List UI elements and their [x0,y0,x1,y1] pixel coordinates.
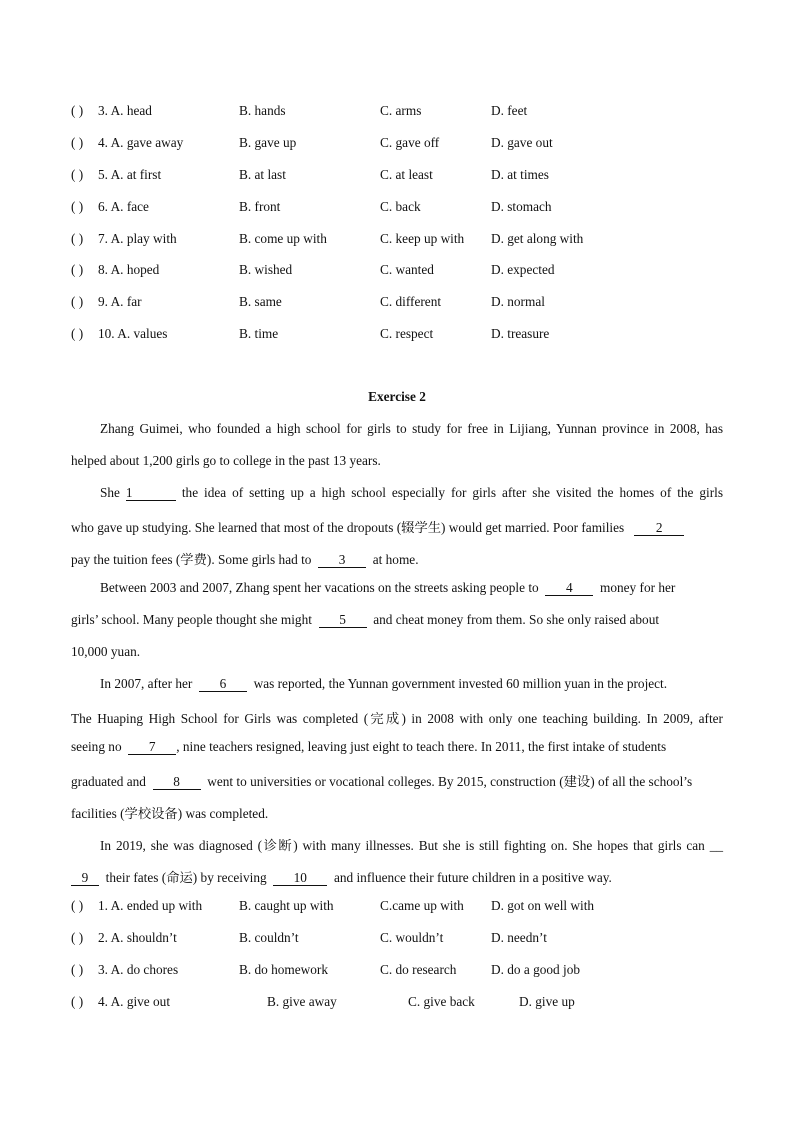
text: at home. [372,552,419,567]
option-b: B. gave up [239,135,297,150]
passage-line [100,485,723,501]
option-a: 6. A. face [98,199,149,214]
passage-line [71,771,723,790]
option-c: C. give back [408,994,475,1009]
blank-7[interactable]: 7 [128,740,176,755]
passage-line: In 2019, she was diagnosed (诊断) with many illnesses. But she is still fighting on. She hopes that girls can __ [100,838,723,853]
option-row [71,962,731,980]
blank-2[interactable]: 2 [634,521,684,536]
option-b: B. hands [239,103,286,118]
passage-line [71,867,723,886]
answer-parentheses[interactable]: ( ) [71,135,84,150]
option-d: D. feet [491,103,528,118]
option-b: B. time [239,326,279,341]
option-a: 5. A. at first [98,167,162,182]
option-b: B. come up with [239,231,327,246]
answer-parentheses[interactable]: ( ) [71,294,84,309]
option-c: C. keep up with [380,231,465,246]
option-c: C. wanted [380,262,434,277]
option-c: C. do research [380,962,457,977]
passage-line [71,739,723,755]
option-b: B. same [239,294,282,309]
option-a: 2. A. shouldn’t [98,930,177,945]
passage-line: The Huaping High School for Girls was completed (完成) in 2008 with only one teaching building. In 2009, after [71,711,723,726]
option-c: C. respect [380,326,434,341]
blank-8[interactable]: 8 [153,775,201,790]
passage-line [71,549,723,568]
passage-line: facilities (学校设备) was completed. [71,806,269,821]
text: seeing no [71,739,122,754]
passage-line: Zhang Guimei, who founded a high school for girls to study for free in Lijiang, Yunnan province in 2008, has [100,421,723,436]
option-row [71,103,731,121]
option-a: 8. A. hoped [98,262,160,277]
text: Between 2003 and 2007, Zhang spent her vacations on the streets asking people to [100,580,539,595]
option-c: C. wouldn’t [380,930,444,945]
option-row [71,199,731,217]
blank-5[interactable]: 5 [319,613,367,628]
option-a: 3. A. do chores [98,962,179,977]
exercise-title: Exercise 2 [368,389,426,404]
option-row [71,231,731,249]
option-d: D. get along with [491,231,584,246]
text: was reported, the Yunnan government invested 60 million yuan in the project. [253,676,668,691]
answer-parentheses[interactable]: ( ) [71,262,84,277]
passage-line [100,580,723,596]
answer-parentheses[interactable]: ( ) [71,994,84,1009]
text: girls’ school. Many people thought she might [71,612,312,627]
option-d: D. treasure [491,326,550,341]
option-row [71,135,731,153]
blank-1[interactable]: 1 [126,486,176,501]
option-d: D. stomach [491,199,552,214]
passage-line: 10,000 yuan. [71,644,141,659]
blank-9[interactable]: 9 [71,871,99,886]
option-d: D. got on well with [491,898,595,913]
option-c: C. at least [380,167,433,182]
text: She [100,485,120,500]
passage-line [100,676,723,692]
text: the idea of setting up a high school especially for girls after she visited the homes of the girls [181,485,724,500]
passage-line: helped about 1,200 girls go to college in the past 13 years. [71,453,381,468]
option-d: D. give up [519,994,575,1009]
blank-4[interactable]: 4 [545,581,593,596]
option-row [71,930,731,948]
option-b: B. caught up with [239,898,334,913]
text: pay the tuition fees (学费). Some girls had to [71,552,312,567]
answer-parentheses[interactable]: ( ) [71,231,84,246]
text: In 2007, after her [100,676,193,691]
option-d: D. at times [491,167,549,182]
text: and influence their future children in a positive way. [333,870,612,885]
option-d: D. needn’t [491,930,547,945]
text: went to universities or vocational colleges. By 2015, construction (建设) of all the school’s [207,774,693,789]
option-a: 7. A. play with [98,231,177,246]
blank-10[interactable]: 10 [273,871,327,886]
option-row [71,994,731,1012]
option-row [71,326,731,344]
option-a: 10. A. values [98,326,168,341]
answer-parentheses[interactable]: ( ) [71,199,84,214]
option-a: 3. A. head [98,103,152,118]
text: money for her [600,580,676,595]
answer-parentheses[interactable]: ( ) [71,103,84,118]
option-b: B. front [239,199,281,214]
answer-parentheses[interactable]: ( ) [71,898,84,913]
option-c: C.came up with [380,898,464,913]
option-row [71,898,731,916]
text: who gave up studying. She learned that most of the dropouts (辍学生) would get married. Poor families [71,520,625,535]
option-row [71,262,731,280]
option-row [71,294,731,312]
option-a: 9. A. far [98,294,142,309]
text: graduated and [71,774,146,789]
option-b: B. wished [239,262,293,277]
passage-line [71,517,723,536]
option-c: C. gave off [380,135,440,150]
blank-6[interactable]: 6 [199,677,247,692]
option-row [71,167,731,185]
option-b: B. at last [239,167,286,182]
option-d: D. do a good job [491,962,581,977]
option-d: D. expected [491,262,555,277]
option-d: D. gave out [491,135,553,150]
text: their fates (命运) by receiving [105,870,267,885]
text: and cheat money from them. So she only raised about [373,612,660,627]
option-c: C. back [380,199,421,214]
option-c: C. different [380,294,442,309]
answer-parentheses[interactable]: ( ) [71,167,84,182]
answer-parentheses[interactable]: ( ) [71,962,84,977]
passage-line [71,612,723,628]
option-b: B. do homework [239,962,329,977]
blank-3[interactable]: 3 [318,553,366,568]
option-a: 1. A. ended up with [98,898,203,913]
answer-parentheses[interactable]: ( ) [71,326,84,341]
text: , nine teachers resigned, leaving just eight to teach there. In 2011, the first intake of students [176,739,667,754]
option-b: B. couldn’t [239,930,299,945]
answer-parentheses[interactable]: ( ) [71,930,84,945]
option-c: C. arms [380,103,422,118]
option-b: B. give away [267,994,337,1009]
option-d: D. normal [491,294,545,309]
option-a: 4. A. give out [98,994,171,1009]
option-a: 4. A. gave away [98,135,184,150]
